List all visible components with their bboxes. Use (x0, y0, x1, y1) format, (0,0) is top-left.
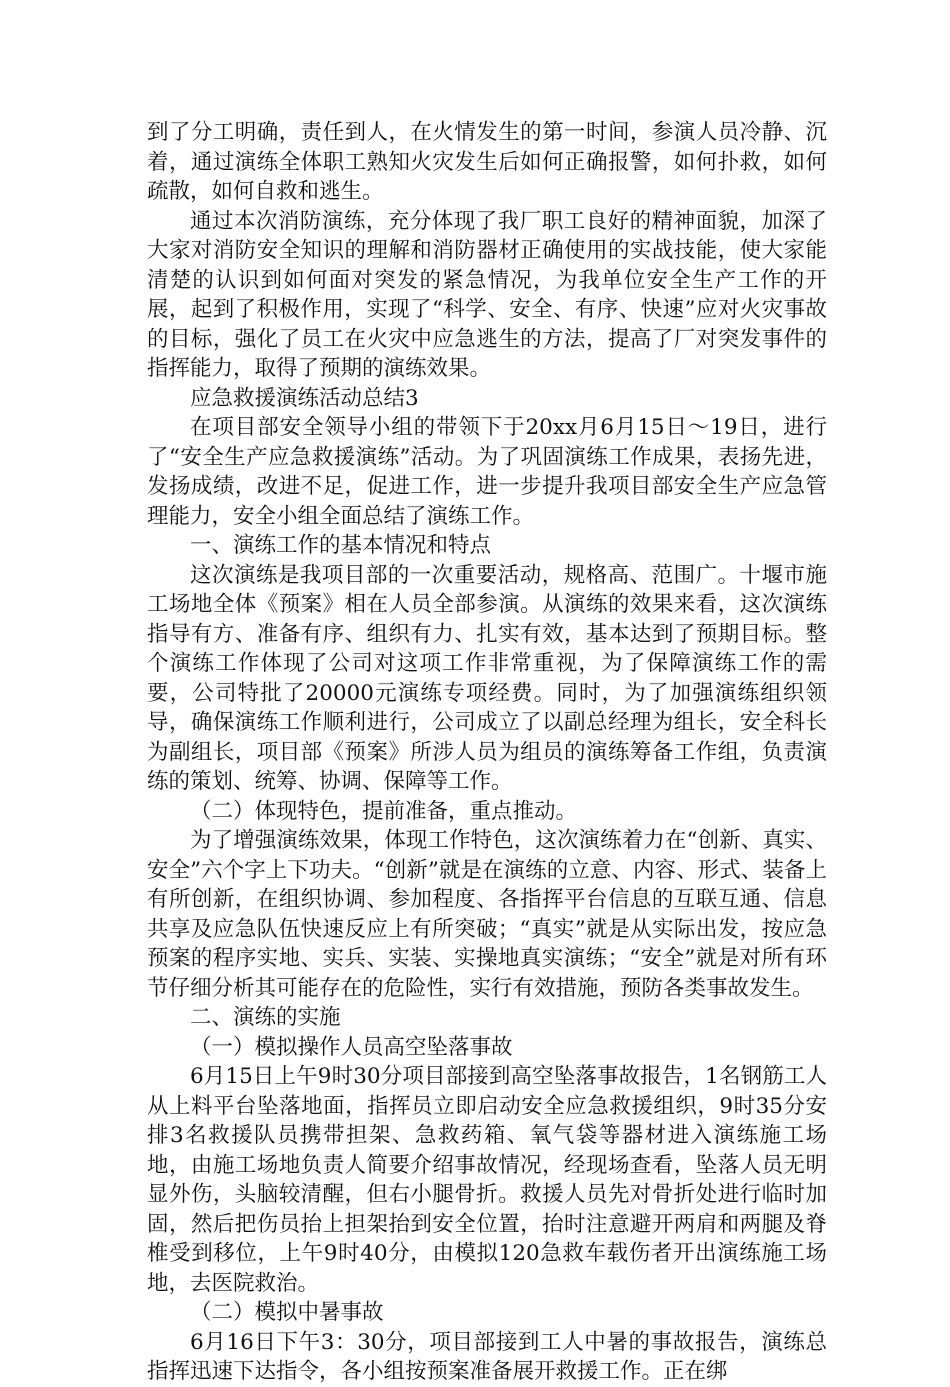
paragraph: 为了增强演练效果，体现工作特色，这次演练着力在“创新、真实、安全”六个字上下功夫。“创新”就是在演练的立意、内容、形式、装备上有所创新，在组织协调、参加程度、各指挥平台信息的互联互通、信息共享及应急队伍快速反应上有所突破；“真实”就是从实际出发，按应急预案的程序实地、实兵、实装、实操地真实演练；“安全”就是对所有环节仔细分析其可能存在的危险性，实行有效措施，预防各类事故发生。 (147, 828, 827, 1001)
paragraph: 6月16日下午3：30分，项目部接到工人中暑的事故报告，演练总指挥迅速下达指令，各小组按预案准备展开救援工作。正在绑 (147, 1329, 827, 1384)
paragraph: 通过本次消防演练，充分体现了我厂职工良好的精神面貌，加深了大家对消防安全知识的理解和消防器材正确使用的实战技能，使大家能清楚的认识到如何面对突发的紧急情况，为我单位安全生产工作的开展，起到了积极作用，实现了“科学、安全、有序、快速”应对火灾事故的目标，强化了员工在火灾中应急逃生的方法，提高了厂对突发事件的指挥能力，取得了预期的演练效果。 (147, 208, 827, 381)
section-heading: 二、演练的实施 (190, 1005, 341, 1030)
paragraph: 6月15日上午9时30分项目部接到高空坠落事故报告，1名钢筋工人从上料平台坠落地面，指挥员立即启动安全应急救援组织，9时35分安排3名救援队员携带担架、急救药箱、氧气袋等器材进入演练施工场地，由施工场地负责人简要介绍事故情况，经现场查看，坠落人员无明显外伤，头脑较清醒，但右小腿骨折。救援人员先对骨折处进行临时加固，然后把伤员抬上担架抬到安全位置，抬时注意避开两肩和两腿及脊椎受到移位，上午9时40分，由模拟120急救车载伤者开出演练施工场地，去医院救治。 (147, 1064, 827, 1296)
paragraph-continued: 到了分工明确，责任到人，在火情发生的第一时间，参演人员冷静、沉着，通过演练全体职工熟知火灾发生后如何正确报警，如何扑救，如何疏散，如何自救和逃生。 (147, 120, 827, 204)
subsection-heading: （一）模拟操作人员高空坠落事故 (190, 1034, 513, 1060)
subsection-heading: （二）体现特色，提前准备，重点推动。 (190, 798, 578, 824)
paragraph: 这次演练是我项目部的一次重要活动，规格高、范围广。十堰市施工场地全体《预案》相在人员全部参演。从演练的效果来看，这次演练指导有方、准备有序、组织有力、扎实有效，基本达到了预期目标。整个演练工作体现了公司对这项工作非常重视，为了保障演练工作的需要，公司特批了20000元演练专项经费。同时，为了加强演练组织领导，确保演练工作顺利进行，公司成立了以副总经理为组长，安全科长为副组长，项目部《预案》所涉人员为组员的演练筹备工作组，负责演练的策划、统筹、协调、保障等工作。 (147, 562, 827, 794)
section-heading: 一、演练工作的基本情况和特点 (190, 533, 492, 558)
paragraph: 在项目部安全领导小组的带领下于20xx月6月15日～19日，进行了“安全生产应急救援演练”活动。为了巩固演练工作成果，表扬先进，发扬成绩，改进不足，促进工作，进一步提升我项目部安全生产应急管理能力，安全小组全面总结了演练工作。 (147, 415, 827, 529)
section-title: 应急救援演练活动总结3 (190, 385, 419, 411)
subsection-heading: （二）模拟中暑事故 (190, 1300, 384, 1325)
document-body (147, 118, 827, 1387)
